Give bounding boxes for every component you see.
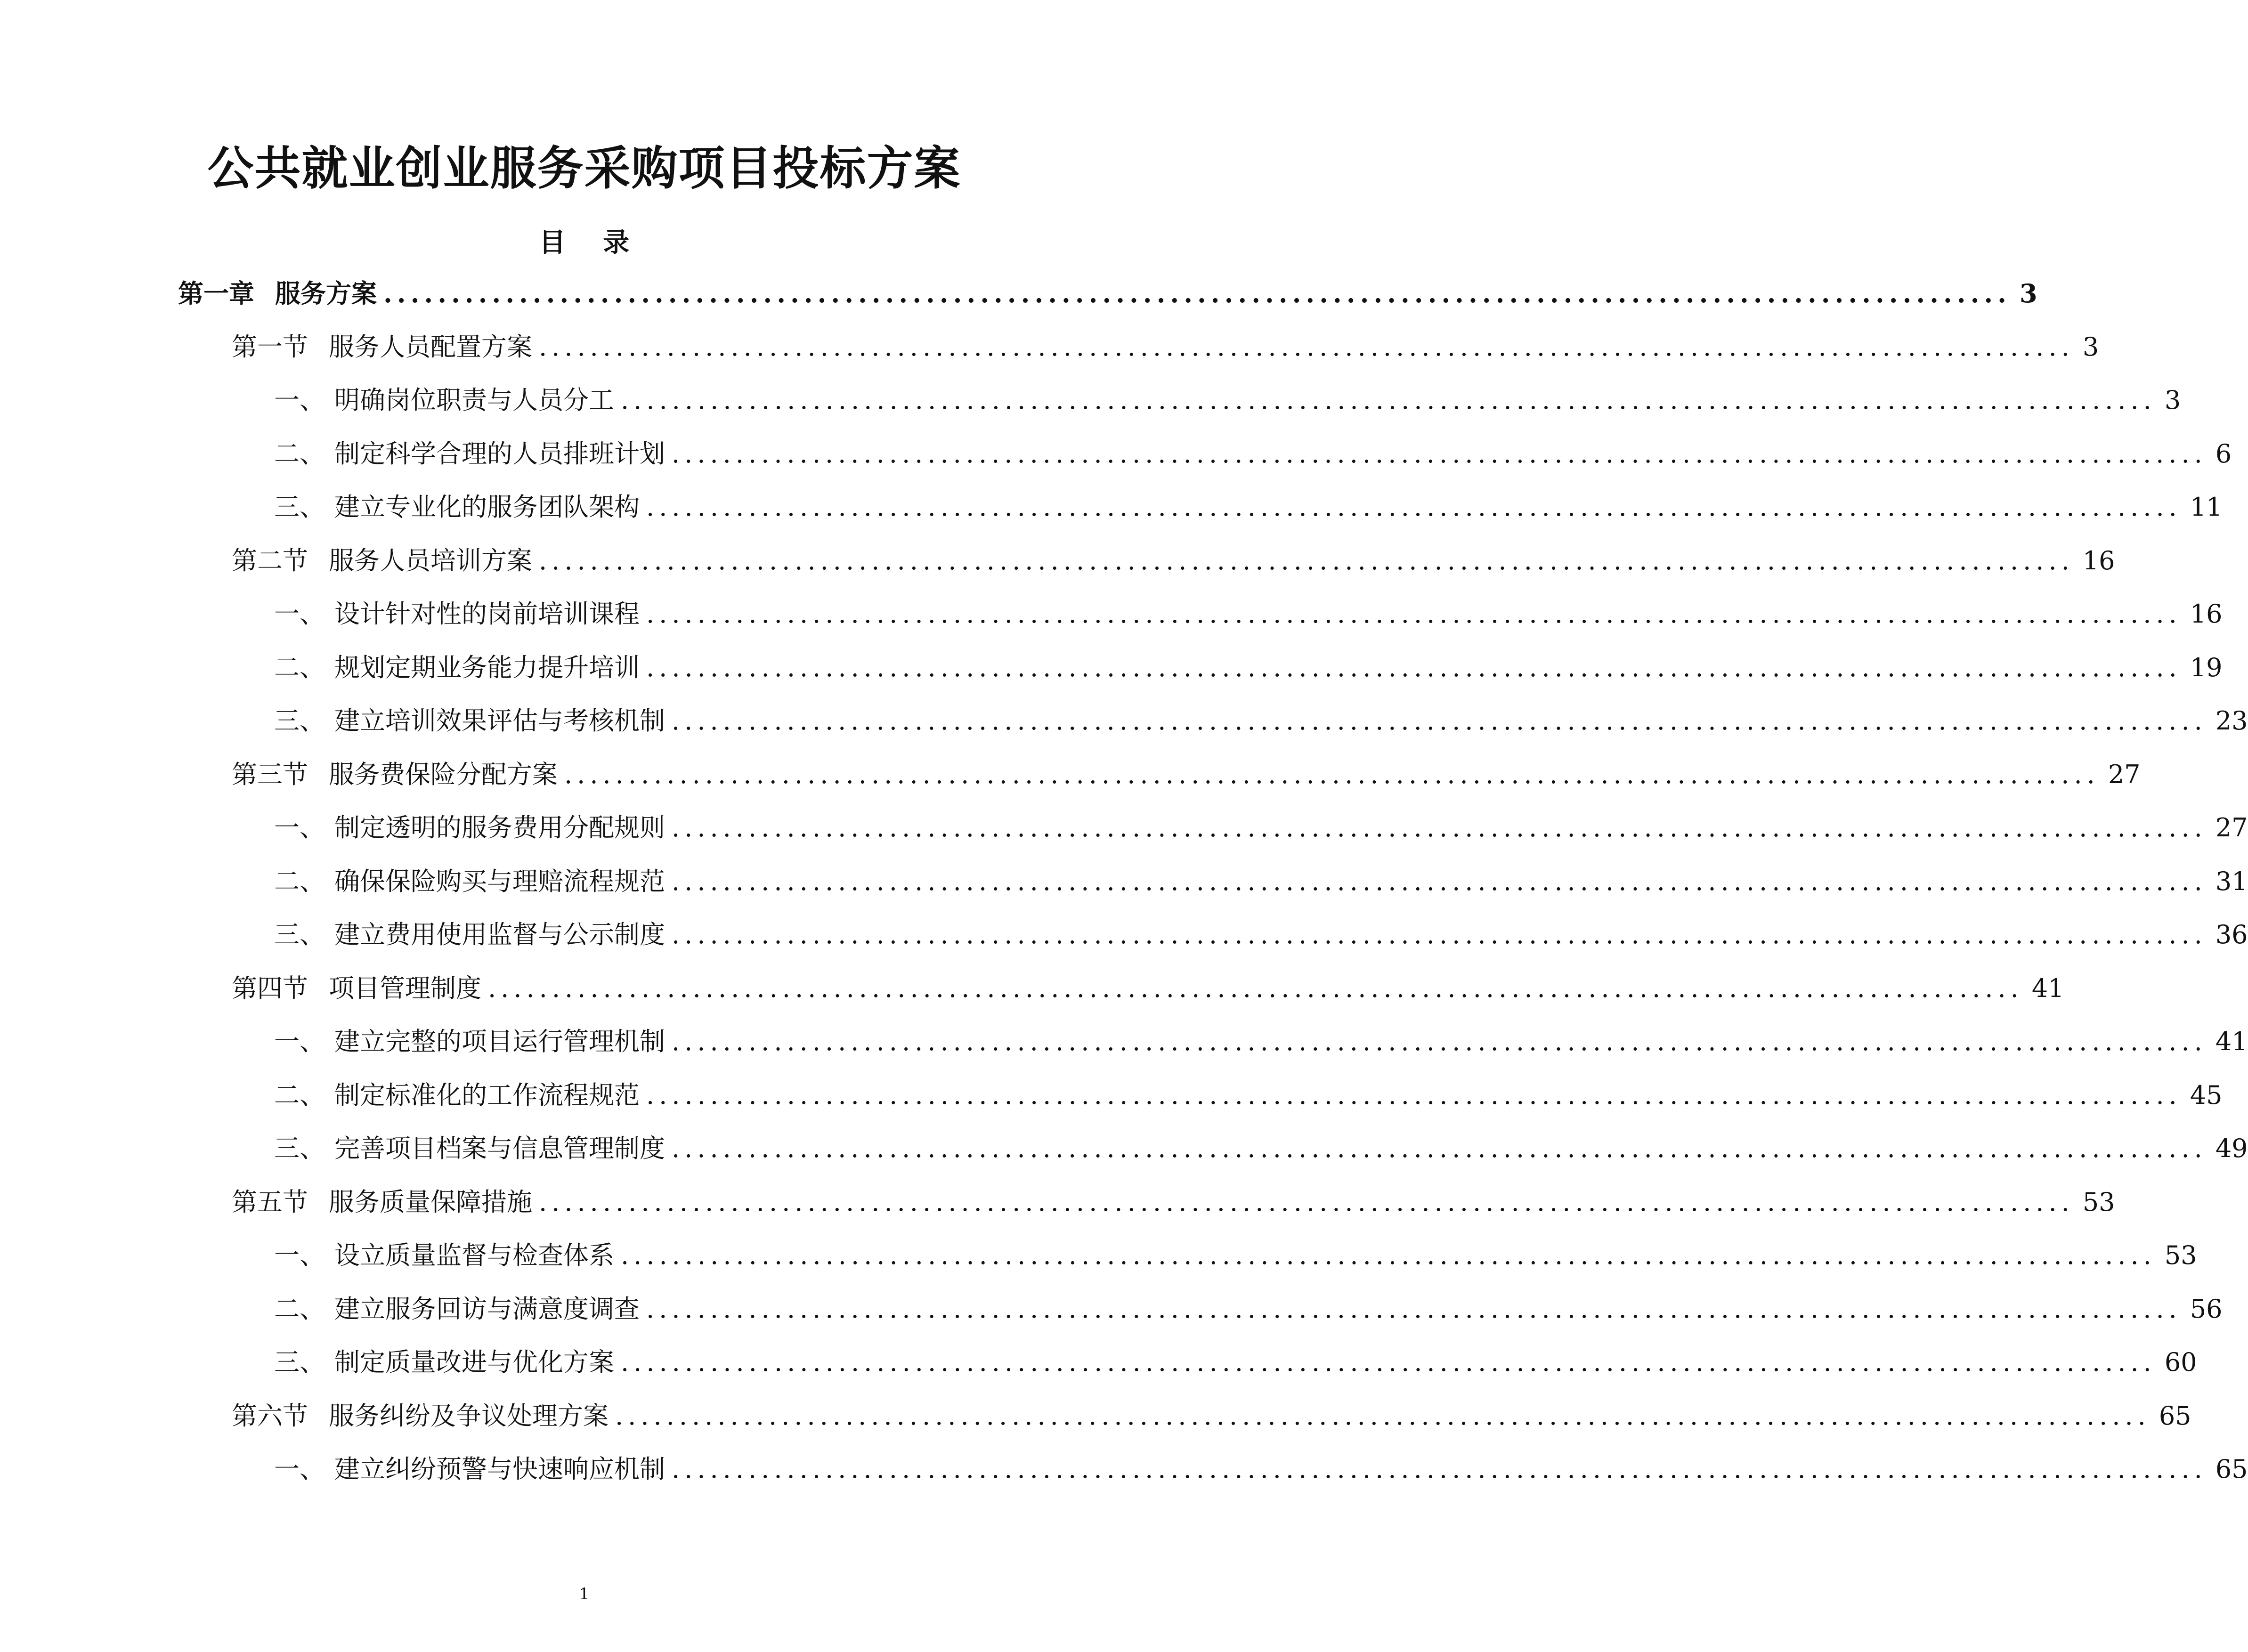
- toc-entry-label: [274, 593, 640, 635]
- toc-dot-leader: ........................................................................................................................: [621, 385, 2156, 415]
- toc-entry-text: 建立服务回访与满意度调查: [334, 1294, 640, 1324]
- toc-entry-label: [274, 1234, 614, 1277]
- toc-entry-number: 一、: [274, 385, 325, 415]
- toc-entry-chapter[interactable]: [178, 272, 2037, 315]
- toc-entry-page: 11: [2190, 492, 2223, 522]
- toc-entry-text: 制定质量改进与优化方案: [334, 1347, 614, 1377]
- toc-entry-label: [274, 914, 665, 956]
- toc-dot-leader: ........................................................................................................................: [672, 438, 2207, 469]
- toc-entry-text: 建立费用使用监督与公示制度: [334, 920, 665, 949]
- toc-entry-page: 65: [2215, 1454, 2248, 1484]
- toc-entry-item[interactable]: [274, 860, 2248, 903]
- toc-entry-page: 19: [2190, 652, 2223, 682]
- toc-entry-item[interactable]: [274, 593, 2223, 635]
- toc-dot-leader: ........................................................................................................................: [672, 1027, 2207, 1056]
- toc-entry-label: [274, 1020, 665, 1063]
- toc-entry-number: 第六节: [232, 1401, 308, 1431]
- toc-dot-leader: ........................................................................................................................: [539, 1187, 2074, 1217]
- toc-entry-number: 一、: [274, 599, 325, 629]
- toc-entry-label: [232, 967, 481, 1010]
- toc-dot-leader: ........................................................................................................................: [672, 920, 2207, 949]
- toc-entry-number: 第二节: [232, 545, 308, 575]
- toc-dot-leader: ........................................................................................................................: [621, 1240, 2156, 1270]
- toc-entry-item[interactable]: [274, 1127, 2248, 1170]
- toc-heading-text: 目 录: [539, 227, 644, 258]
- toc-entry-section[interactable]: [232, 753, 2141, 796]
- toc-entry-number: 一、: [274, 1240, 325, 1270]
- toc-entry-number: 三、: [274, 492, 325, 522]
- toc-entry-text: 项目管理制度: [329, 973, 481, 1003]
- toc-entry-page: 3: [2164, 385, 2181, 415]
- toc-entry-label: [274, 379, 614, 421]
- toc-entry-number: 一、: [274, 813, 325, 842]
- toc-entry-text: 建立完整的项目运行管理机制: [334, 1027, 665, 1056]
- toc-entry-text: 设计针对性的岗前培训课程: [334, 599, 640, 629]
- toc-entry-page: 49: [2215, 1134, 2248, 1163]
- toc-entry-text: 服务人员配置方案: [329, 332, 532, 362]
- toc-dot-leader: ........................................................................................................................: [672, 706, 2207, 736]
- toc-entry-label: [274, 1341, 614, 1384]
- toc-entry-number: 一、: [274, 1454, 325, 1484]
- toc-entry-number: 二、: [274, 866, 325, 896]
- toc-dot-leader: ........................................................................................................................: [621, 1347, 2156, 1377]
- toc-entry-number: 三、: [274, 706, 325, 736]
- toc-entry-number: 一、: [274, 1027, 325, 1056]
- toc-entry-text: 规划定期业务能力提升培训: [334, 652, 640, 682]
- toc-dot-leader: ........................................................................................................................: [672, 813, 2207, 842]
- toc-entry-page: 3: [2019, 278, 2037, 308]
- toc-entry-item[interactable]: [274, 1234, 2197, 1277]
- toc-dot-leader: ........................................................................................................................: [383, 278, 2011, 308]
- toc-entry-section[interactable]: [232, 540, 2115, 582]
- toc-entry-label: [274, 433, 665, 475]
- toc-entry-text: 服务质量保障措施: [329, 1187, 532, 1217]
- toc-entry-label: [232, 1181, 532, 1223]
- toc-entry-label: [232, 1395, 609, 1437]
- toc-entry-item[interactable]: [274, 1074, 2223, 1117]
- toc-entry-text: 制定透明的服务费用分配规则: [334, 813, 665, 842]
- toc-entry-text: 明确岗位职责与人员分工: [334, 385, 614, 415]
- toc-entry-page: 41: [2031, 973, 2064, 1003]
- toc-entry-page: 27: [2108, 759, 2141, 789]
- toc-entry-number: 第一章: [178, 278, 254, 308]
- toc-entry-text: 服务费保险分配方案: [329, 759, 558, 789]
- toc-entry-item[interactable]: [274, 647, 2223, 689]
- toc-dot-leader: ........................................................................................................................: [539, 332, 2074, 362]
- toc-entry-page: 60: [2164, 1347, 2197, 1377]
- toc-entry-number: 第五节: [232, 1187, 308, 1217]
- toc-entry-item[interactable]: [274, 486, 2223, 528]
- toc-entry-page: 45: [2190, 1080, 2223, 1110]
- toc-entry-section[interactable]: [232, 1181, 2115, 1223]
- toc-entry-label: [274, 807, 665, 849]
- toc-entry-number: 二、: [274, 1294, 325, 1324]
- toc-entry-text: 建立专业化的服务团队架构: [334, 492, 640, 522]
- toc-dot-leader: ........................................................................................................................: [646, 1080, 2182, 1110]
- toc-entry-text: 设立质量监督与检查体系: [334, 1240, 614, 1270]
- toc-entry-text: 制定标准化的工作流程规范: [334, 1080, 640, 1110]
- toc-dot-leader: ........................................................................................................................: [646, 599, 2182, 629]
- toc-dot-leader: ........................................................................................................................: [615, 1401, 2151, 1431]
- toc-entry-item[interactable]: [274, 379, 2181, 421]
- toc-entry-item[interactable]: [274, 433, 2232, 475]
- toc-entry-label: [274, 1288, 640, 1330]
- toc-entry-page: 16: [2190, 599, 2223, 629]
- toc-entry-label: [274, 486, 640, 528]
- toc-entry-number: 二、: [274, 438, 325, 469]
- toc-entry-text: 确保保险购买与理赔流程规范: [334, 866, 665, 896]
- toc-entry-label: [274, 1448, 665, 1490]
- toc-entry-text: 完善项目档案与信息管理制度: [334, 1134, 665, 1163]
- toc-entry-number: 第一节: [232, 332, 308, 362]
- toc-entry-label: [274, 1127, 665, 1170]
- toc-entry-text: 建立培训效果评估与考核机制: [334, 706, 665, 736]
- toc-entry-page: 56: [2190, 1294, 2223, 1324]
- page-number: 1: [579, 1585, 590, 1603]
- document-title: 公共就业创业服务采购项目投标方案: [207, 141, 961, 195]
- toc-entry-label: [178, 272, 377, 315]
- toc-entry-page: 31: [2215, 866, 2248, 896]
- toc-entry-item[interactable]: [274, 1288, 2223, 1330]
- toc-dot-leader: ........................................................................................................................: [672, 1134, 2207, 1163]
- toc-entry-item[interactable]: [274, 807, 2248, 849]
- toc-entry-page: 65: [2159, 1401, 2191, 1431]
- toc-entry-page: 23: [2215, 706, 2248, 736]
- toc-entry-label: [232, 753, 558, 796]
- toc-heading: [0, 221, 1169, 264]
- toc-entry-number: 三、: [274, 920, 325, 949]
- toc-dot-leader: ........................................................................................................................: [564, 759, 2100, 789]
- toc-dot-leader: ........................................................................................................................: [646, 1294, 2182, 1324]
- toc-entry-number: 第四节: [232, 973, 308, 1003]
- toc-entry-page: 6: [2215, 438, 2232, 469]
- toc-entry-section[interactable]: [232, 1395, 2191, 1437]
- toc-dot-leader: ........................................................................................................................: [672, 1454, 2207, 1484]
- toc-entry-section[interactable]: [232, 967, 2064, 1010]
- toc-entry-page: 3: [2082, 332, 2099, 362]
- toc-entry-number: 第三节: [232, 759, 308, 789]
- toc-entry-text: 建立纠纷预警与快速响应机制: [334, 1454, 665, 1484]
- toc-entry-label: [232, 326, 532, 368]
- toc-entry-label: [274, 647, 640, 689]
- toc-dot-leader: ........................................................................................................................: [488, 973, 2023, 1003]
- toc-entry-page: 41: [2215, 1027, 2248, 1056]
- toc-entry-text: 服务人员培训方案: [329, 545, 532, 575]
- toc-entry-number: 二、: [274, 1080, 325, 1110]
- toc-entry-page: 27: [2215, 813, 2248, 842]
- toc-entry-label: [274, 1074, 640, 1117]
- toc-entry-item[interactable]: [274, 1020, 2248, 1063]
- toc-entry-label: [274, 700, 665, 742]
- toc-entry-page: 16: [2082, 545, 2115, 575]
- toc-entry-text: 服务纠纷及争议处理方案: [329, 1401, 609, 1431]
- toc-entry-page: 53: [2164, 1240, 2197, 1270]
- toc-entry-item[interactable]: [274, 1448, 2248, 1490]
- toc-entry-item[interactable]: [274, 1341, 2197, 1384]
- toc-entry-text: 制定科学合理的人员排班计划: [334, 438, 665, 469]
- toc-entry-label: [232, 540, 532, 582]
- toc-entry-item[interactable]: [274, 914, 2248, 956]
- toc-entry-page: 53: [2082, 1187, 2115, 1217]
- toc-entry-number: 二、: [274, 652, 325, 682]
- toc-entry-page: 36: [2215, 920, 2248, 949]
- toc-dot-leader: ........................................................................................................................: [646, 492, 2182, 522]
- toc-entry-number: 三、: [274, 1347, 325, 1377]
- toc-entry-label: [274, 860, 665, 903]
- toc-entry-number: 三、: [274, 1134, 325, 1163]
- toc-dot-leader: ........................................................................................................................: [672, 866, 2207, 896]
- toc-dot-leader: ........................................................................................................................: [539, 545, 2074, 575]
- toc-dot-leader: ........................................................................................................................: [646, 652, 2182, 682]
- toc-entry-section[interactable]: [232, 326, 2099, 368]
- toc-entry-item[interactable]: [274, 700, 2248, 742]
- toc-entry-text: 服务方案: [275, 278, 377, 308]
